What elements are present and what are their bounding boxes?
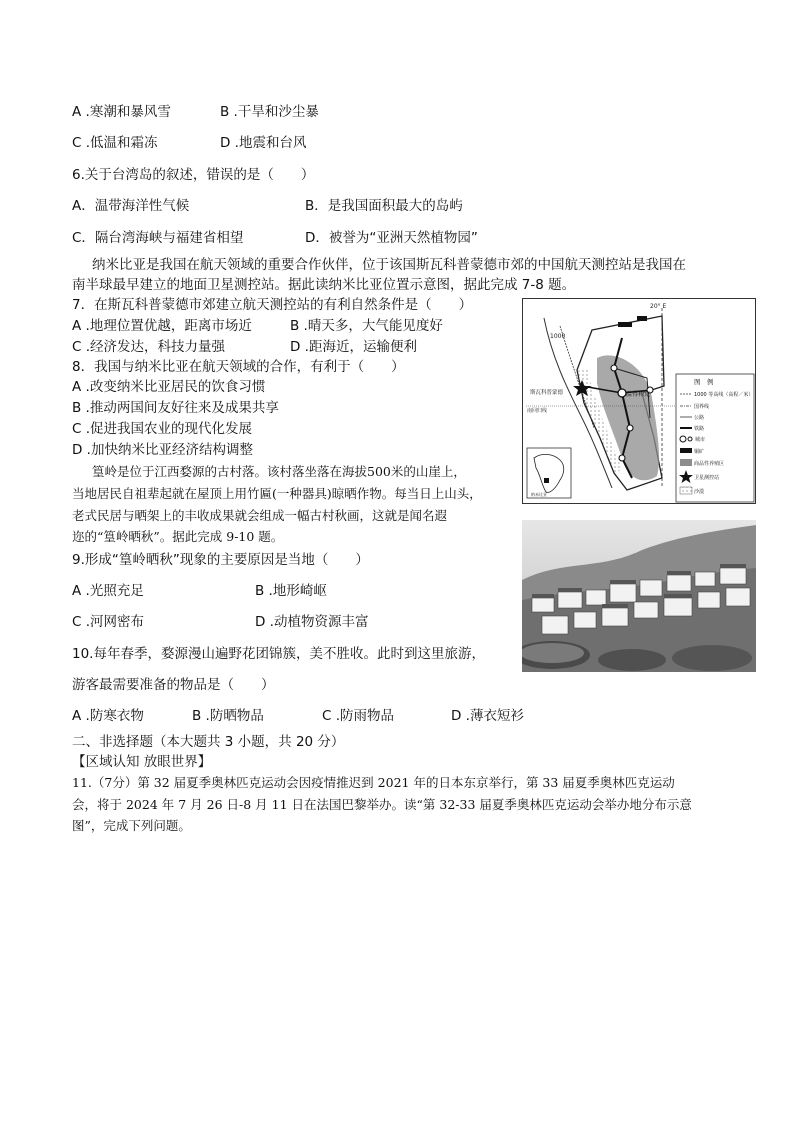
q7-option-a: A .地理位置优越，距离市场近 [72, 318, 252, 334]
q9-stem: 9.形成“篁岭晒秋”现象的主要原因是当地（ ） [72, 552, 369, 568]
namibia-intro-line2: 南半球最早建立的地面卫星测控站。据此读纳米比亚位置示意图，据此完成 7-8 题。 [72, 277, 576, 293]
meridian-label: 20° E [650, 303, 667, 310]
legend-desert: 沙漠 [694, 489, 705, 495]
q9-option-a: A .光照充足 [72, 583, 144, 599]
q6-stem: 6.关于台湾岛的叙述，错误的是（ ） [72, 167, 315, 183]
legend-station: 卫星测控站 [694, 475, 720, 481]
city-windhoek-icon [618, 389, 626, 397]
q9-option-d: D .动植物资源丰富 [255, 614, 369, 630]
q10-option-c: C .防雨物品 [322, 708, 395, 724]
legend-contour: 1000 等高线（高程／米） [694, 392, 754, 398]
q7-stem: 7．在斯瓦科普蒙德市郊建立航天测控站的有利自然条件是（ ） [72, 297, 473, 313]
huangling-village-photo [522, 520, 756, 672]
q5-option-a: A .寒潮和暴风雪 [72, 104, 171, 120]
legend-title: 图 例 [694, 378, 714, 386]
legend-city: 城市 [695, 437, 706, 443]
city-windhoek-label: 温得和克 [626, 391, 651, 398]
q10-option-a: A .防寒衣物 [72, 708, 144, 724]
copper-mine-icon [618, 322, 632, 327]
inset-label: 纳米比亚 [531, 492, 547, 497]
q10-stem-line1: 10.每年春季，婺源漫山遍野花团锦簇，美不胜收。此时到这里旅游， [72, 646, 485, 662]
q11-text-line3: 图”，完成下列问题。 [72, 818, 191, 833]
q5-option-b: B .干旱和沙尘暴 [220, 104, 319, 120]
tropic-label: 南回归线 [527, 408, 548, 414]
namibia-intro-line1: 纳米比亚是我国在航天领域的重要合作伙伴，位于该国斯瓦科普蒙德市郊的中国航天测控站是我国在 [92, 257, 686, 273]
q8-option-a: A .改变纳米比亚居民的饮食习惯 [72, 379, 266, 395]
africa-inset [527, 448, 571, 498]
q8-option-d: D .加快纳米比亚经济结构调整 [72, 442, 253, 458]
q6-option-d: D．被誉为“亚洲天然植物园” [305, 230, 478, 246]
legend-railway: 铁路 [694, 426, 705, 432]
legend-border: 国界线 [694, 404, 710, 410]
q7-option-c: C .经济发达，科技力量强 [72, 339, 226, 355]
huangling-intro-line4: 迩的“篁岭晒秋”。据此完成 9-10 题。 [72, 529, 284, 544]
city-icon [627, 425, 633, 431]
q6-option-c: C．隔台湾海峡与福建省相望 [72, 230, 244, 246]
huangling-intro-line3: 老式民居与晒架上的丰收成果就会组成一幅古村秋画，这就是闻名遐 [72, 508, 448, 523]
city-swakopmund-label: 斯瓦科普蒙德 [530, 390, 564, 396]
huangling-intro-line2: 当地居民自祖辈起就在屋顶上用竹匾(一种器具)晾晒作物。每当日上山头， [72, 486, 482, 501]
q10-stem-line2: 游客最需要准备的物品是（ ） [72, 677, 275, 693]
q7-option-b: B .晴天多，大气能见度好 [290, 318, 443, 334]
q10-option-b: B .防晒物品 [192, 708, 264, 724]
q7-option-d: D .距海近，运输便利 [290, 339, 417, 355]
q11-text-line1: 11.（7分）第 32 届夏季奥林匹克运动会因疫情推迟到 2021 年的日本东京举行，第 33 届夏季奥林匹克运动 [72, 775, 675, 790]
city-icon [611, 365, 617, 371]
q8-option-b: B .推动两国间友好往来及成果共享 [72, 400, 279, 416]
section2-subheading: 【区域认知 放眼世界】 [72, 754, 212, 770]
q5-option-c: C .低温和霜冻 [72, 135, 158, 151]
legend-road: 公路 [694, 415, 705, 421]
q10-option-d: D .薄衣短衫 [451, 708, 524, 724]
namibia-location-map [522, 298, 756, 504]
q6-option-a: A．温带海洋性气候 [72, 198, 190, 214]
huangling-intro-line1: 篁岭是位于江西婺源的古村落。该村落坐落在海拔500米的山崖上， [92, 464, 466, 479]
q9-option-b: B .地形崎岖 [255, 583, 327, 599]
q8-option-c: C .促进我国农业的现代化发展 [72, 421, 253, 437]
q6-option-b: B．是我国面积最大的岛屿 [305, 198, 463, 214]
q9-option-c: C .河网密布 [72, 614, 145, 630]
section2-heading: 二、非选择题（本大题共 3 小题，共 20 分） [72, 734, 345, 750]
copper-mine-icon [637, 316, 647, 321]
legend-copper: 铜矿 [694, 449, 705, 455]
legend-farming: 商品性养殖区 [694, 461, 725, 467]
city-icon [619, 455, 625, 461]
q5-option-d: D .地震和台风 [220, 135, 307, 151]
contour-label: 1000 [550, 333, 566, 340]
q11-text-line2: 会，将于 2024 年 7 月 26 日-8 月 11 日在法国巴黎举办。读“第 32-33 届夏季奥林匹克运动会举办地分布示意 [72, 797, 692, 812]
q8-stem: 8．我国与纳米比亚在航天领域的合作，有利于（ ） [72, 359, 405, 375]
